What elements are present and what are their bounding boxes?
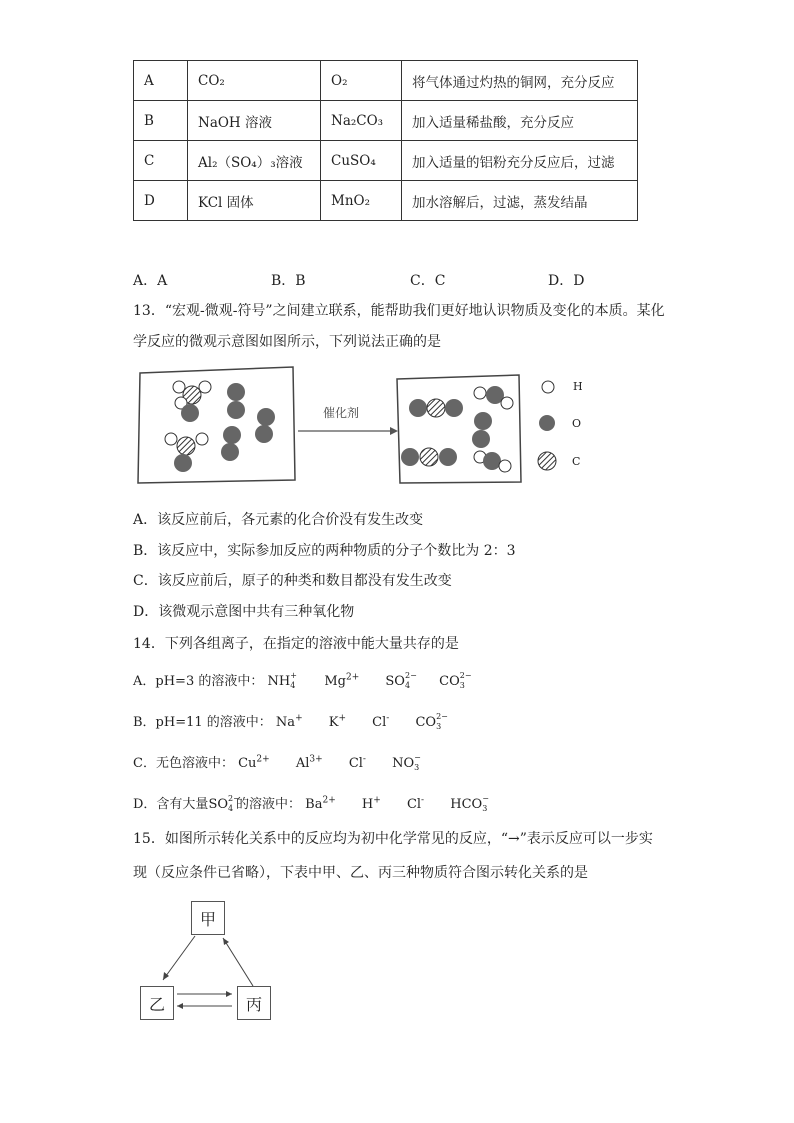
legend-c-label: C — [572, 455, 581, 468]
row-label: D — [134, 181, 188, 221]
q13-option-b[interactable]: B．该反应中，实际参加反应的两种物质的分子个数比为 2：3 — [133, 543, 516, 559]
co2-molecule-2 — [401, 448, 457, 466]
ion-copper: $Cu^{2+}$ — [238, 754, 270, 771]
q12-option-d[interactable]: D．D — [548, 273, 585, 289]
q15-stem-line1: 15．如图所示转化关系中的反应均为初中化学常见的反应，“→”表示反应可以一步实 — [133, 831, 653, 847]
ion-chloride: Cl- — [406, 795, 425, 812]
oxygen-molecule-1 — [181, 404, 199, 422]
q14-option-d[interactable]: D．含有大量SO 2− 4 的溶液中： $Ba^{2+}$ H+ Cl- HCO − 3 — [133, 793, 489, 813]
oxygen-molecule-4 — [221, 426, 241, 461]
q14-option-a[interactable]: A．pH=3 的溶液中： NH + 4 $Mg^{2+}$ SO 2− 4 CO 2− 3 — [133, 670, 472, 690]
ion-magnesium: $Mg^{2+}$ — [324, 672, 360, 689]
ion-bicarbonate: HCO − 3 — [450, 793, 489, 813]
table-row — [134, 101, 638, 141]
legend-o-symbol — [539, 415, 555, 431]
node-yi: 乙 — [140, 986, 174, 1020]
q13-option-d[interactable]: D．该微观示意图中共有三种氧化物 — [133, 604, 355, 620]
table-row — [134, 61, 638, 101]
ion-nitrate: NO − 3 — [392, 752, 421, 772]
q13-stem-line1: 13．“宏观-微观-符号”之间建立联系，能帮助我们更好地认识物质及变化的本质。某化 — [133, 303, 665, 319]
q12-option-a[interactable]: A．A — [133, 273, 168, 289]
water-molecule-1 — [474, 386, 513, 409]
q14-option-c[interactable]: C．无色溶液中： $Cu^{2+}$ $Al^{3+}$ Cl- NO − 3 — [133, 752, 421, 772]
oxygen-molecule-3 — [255, 408, 275, 443]
method-cell: 加入适量的铝粉充分反应后，过滤 — [402, 141, 638, 181]
method-cell: 加水溶解后，过滤，蒸发结晶 — [402, 181, 638, 221]
ion-sulfate: SO 2− 4 — [208, 793, 240, 813]
q13-option-a[interactable]: A．该反应前后，各元素的化合价没有发生改变 — [133, 512, 424, 528]
ion-sulfate: SO 2− 4 — [385, 670, 417, 690]
ion-sodium: Na+ — [275, 713, 303, 730]
row-label: B — [134, 101, 188, 141]
methane-molecule-2 — [165, 433, 208, 472]
legend-o-label: O — [572, 417, 582, 430]
water-molecule-2 — [474, 451, 511, 472]
catalyst-label: 催化剂 — [323, 406, 360, 420]
ion-carbonate: CO 2− 3 — [439, 670, 472, 690]
ion-carbonate: CO 2− 3 — [415, 711, 448, 731]
q14-option-b[interactable]: B．pH=11 的溶液中： Na+ K+ Cl- CO 2− 3 — [133, 711, 448, 731]
q15-stem-line2: 现（反应条件已省略），下表中甲、乙、丙三种物质符合图示转化关系的是 — [133, 865, 588, 881]
method-cell: 将气体通过灼热的铜网，充分反应 — [402, 61, 638, 101]
impurity-cell: MnO₂ — [321, 181, 402, 221]
ion-chloride: Cl- — [348, 754, 366, 771]
reactants-box — [138, 367, 295, 483]
row-label: A — [134, 61, 188, 101]
options-table — [133, 60, 638, 221]
ion-barium: $Ba^{2+}$ — [305, 795, 336, 812]
substance-cell: Al₂（SO₄）₃溶液 — [188, 141, 321, 181]
q13-stem-line2: 学反应的微观示意图如图所示，下列说法正确的是 — [133, 334, 441, 350]
ion-potassium: K+ — [328, 713, 347, 730]
legend-c-symbol — [538, 452, 556, 470]
substance-cell: KCl 固体 — [188, 181, 321, 221]
impurity-cell: CuSO₄ — [321, 141, 402, 181]
impurity-cell: O₂ — [321, 61, 402, 101]
q13-option-c[interactable]: C．该反应前后，原子的种类和数目都没有发生改变 — [133, 573, 452, 589]
co2-molecule-1 — [409, 399, 463, 417]
node-bing: 丙 — [237, 986, 271, 1020]
node-jia: 甲 — [191, 901, 225, 935]
arrow-jia-to-yi — [163, 936, 195, 980]
q12-option-c[interactable]: C．C — [410, 273, 446, 289]
ion-chloride: Cl- — [372, 713, 390, 730]
ion-aluminum: $Al^{3+}$ — [295, 754, 323, 771]
substance-cell: CO₂ — [188, 61, 321, 101]
table-row — [134, 181, 638, 221]
q14-stem: 14．下列各组离子，在指定的溶液中能大量共存的是 — [133, 636, 459, 652]
oxygen-molecule-5 — [472, 412, 492, 448]
table-row — [134, 141, 638, 181]
method-cell: 加入适量稀盐酸，充分反应 — [402, 101, 638, 141]
oxygen-molecule-2 — [227, 383, 245, 419]
q12-option-b[interactable]: B．B — [271, 273, 306, 289]
reaction-diagram — [135, 365, 605, 490]
substance-cell: NaOH 溶液 — [188, 101, 321, 141]
legend-h-symbol — [542, 381, 554, 393]
arrow-bing-to-jia — [223, 938, 253, 986]
ion-hydrogen: H+ — [361, 795, 381, 812]
legend-h-label: H — [573, 380, 583, 393]
ion-ammonium: NH + 4 — [267, 670, 297, 690]
impurity-cell: Na₂CO₃ — [321, 101, 402, 141]
row-label: C — [134, 141, 188, 181]
